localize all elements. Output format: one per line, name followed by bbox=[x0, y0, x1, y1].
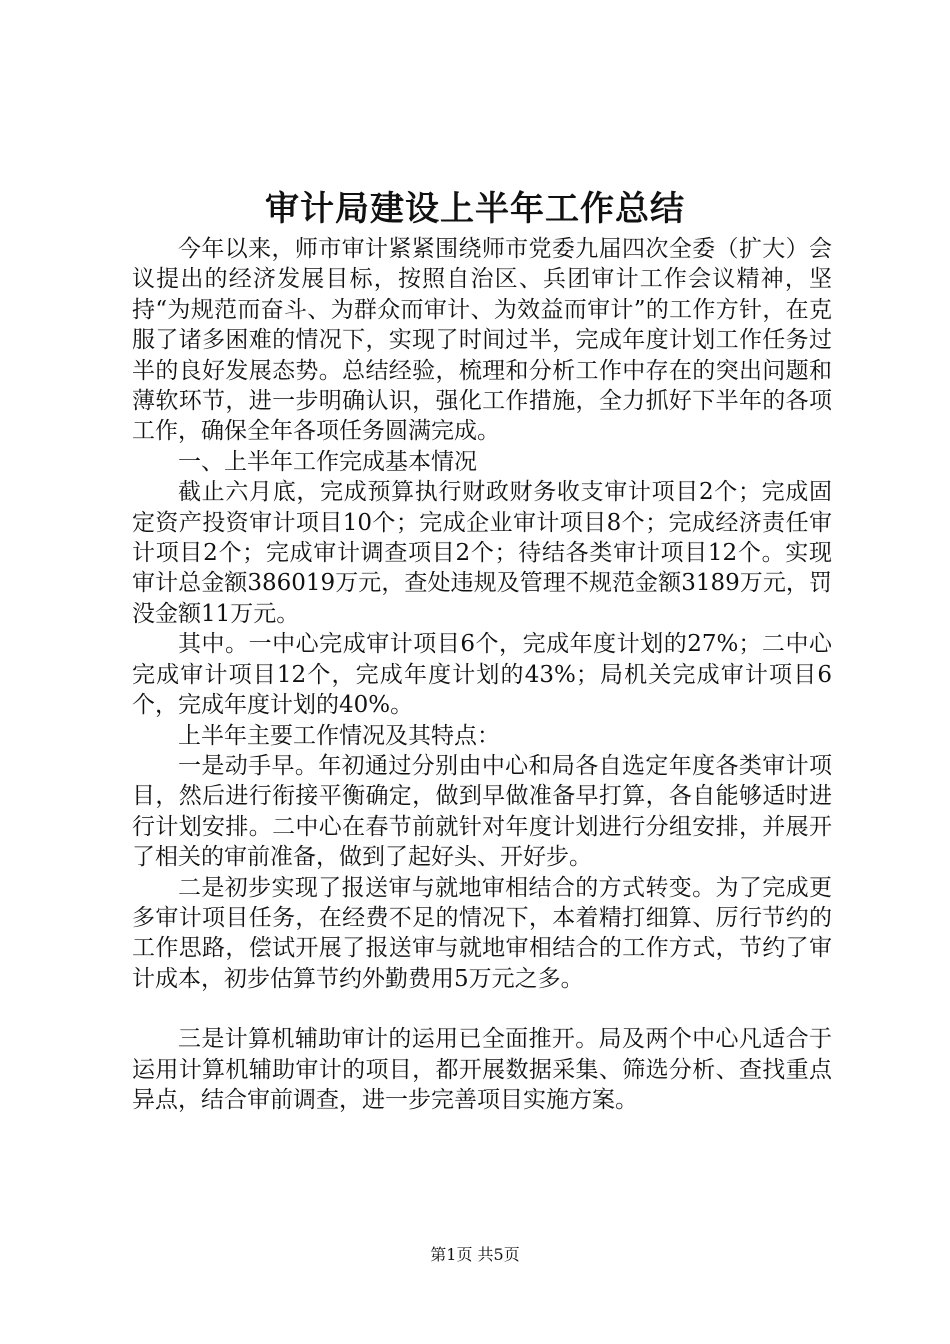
paragraph-point-two: 二是初步实现了报送审与就地审相结合的方式转变。为了完成更多审计项目任务，在经费不足的情况下，本着精打细算、厉行节约的工作思路，偿试开展了报送审与就地审相结合的工作方式，节约了审计成本，初步估算节约外勤费用5万元之多。 bbox=[132, 874, 832, 992]
paragraph-point-three: 三是计算机辅助审计的运用已全面推开。局及两个中心凡适合于运用计算机辅助审计的项目，都开展数据采集、筛选分析、查找重点异点，结合审前调查，进一步完善项目实施方案。 bbox=[132, 1026, 832, 1113]
paragraph-point-one: 一是动手早。年初通过分别由中心和局各自选定年度各类审计项目，然后进行衔接平衡确定，做到早做准备早打算，各自能够适时进行计划安排。二中心在春节前就针对年度计划进行分组安排，并展开了相关的审前准备，做到了起好头、开好步。 bbox=[132, 752, 832, 871]
paragraph-summary: 截止六月底，完成预算执行财政财务收支审计项目2个；完成固定资产投资审计项目10个；完成企业审计项目8个；完成经济责任审计项目2个；完成审计调查项目2个；待结各类审计项目12个。实现审计总金额386019万元，查处违规及管理不规范金额3189万元，罚没金额11万元。 bbox=[132, 479, 832, 627]
paragraph-breakdown: 其中。一中心完成审计项目6个，完成年度计划的27%；二中心完成审计项目12个，完成年度计划的43%；局机关完成审计项目6个，完成年度计划的40%。 bbox=[132, 631, 832, 719]
page-footer: 第1页 共5页 bbox=[430, 1245, 520, 1264]
document-body bbox=[132, 234, 832, 1115]
document-title: 审计局建设上半年工作总结 bbox=[265, 189, 685, 229]
section-heading: 一、上半年工作完成基本情况 bbox=[178, 448, 477, 475]
paragraph-features-lead: 上半年主要工作情况及其特点： bbox=[178, 722, 500, 749]
paragraph-intro: 今年以来，师市审计紧紧围绕师市党委九届四次全委（扩大）会议提出的经济发展目标，按照自治区、兵团审计工作会议精神，坚持“为规范而奋斗、为群众而审计、为效益而审计”的工作方针，在克服了诸多困难的情况下，实现了时间过半，完成年度计划工作任务过半的良好发展态势。总结经验，梳理和分析工作中存在的突出问题和薄软环节，进一步明确认识，强化工作措施，全力抓好下半年的各项工作，确保全年各项任务圆满完成。 bbox=[132, 236, 832, 445]
